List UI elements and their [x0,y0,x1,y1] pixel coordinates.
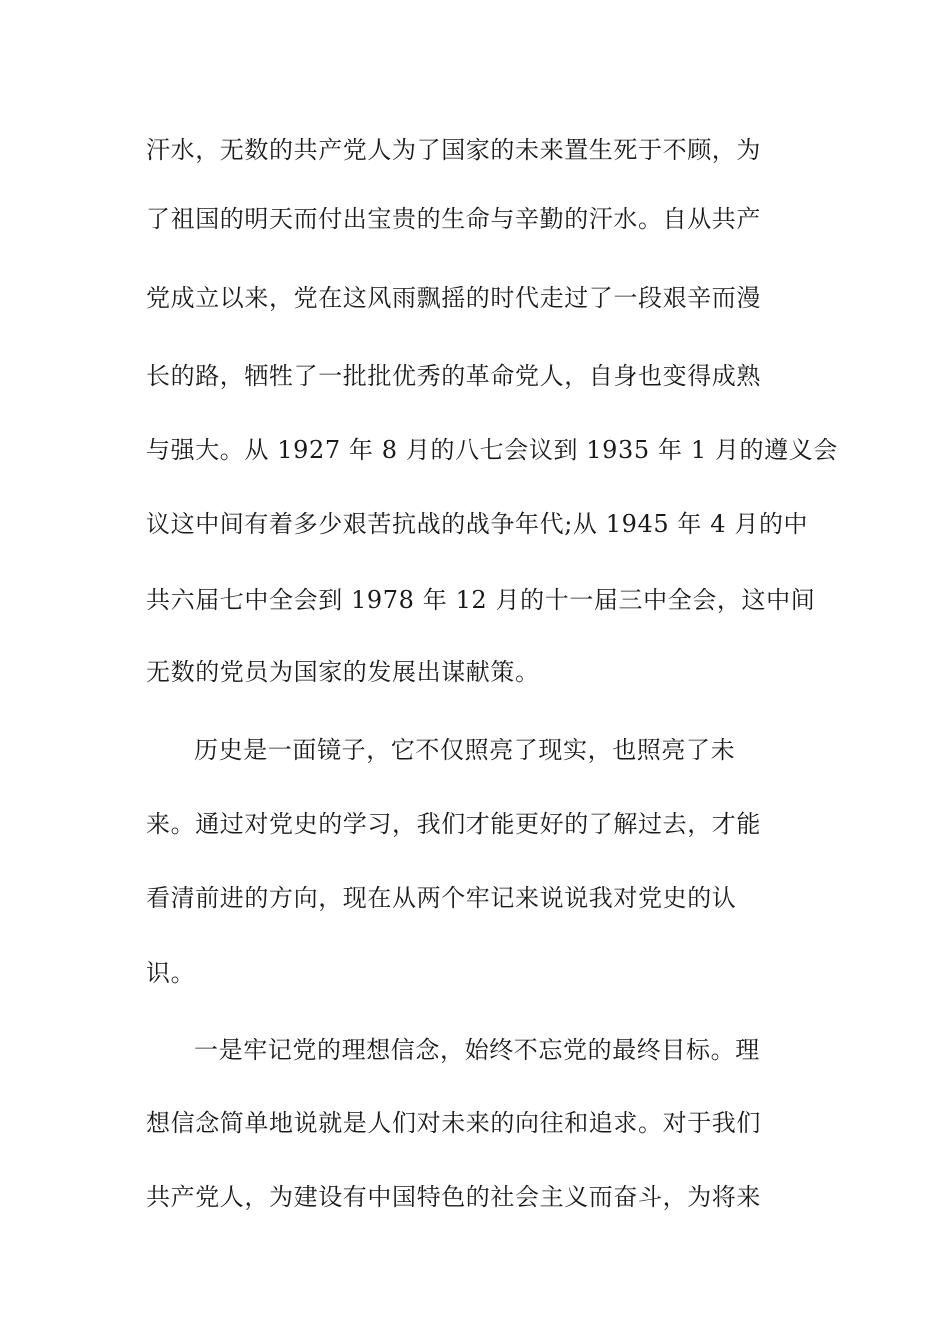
text-line: 无数的党员为国家的发展出谋献策。 [146,658,540,686]
text-line: 长的路，牺牲了一批批优秀的革命党人，自身也变得成熟 [146,362,761,390]
paragraph-first-line: 一是牢记党的理想信念，始终不忘党的最终目标。理 [194,1036,760,1064]
text-line: 共产党人，为建设有中国特色的社会主义而奋斗，为将来 [146,1183,761,1211]
text-line: 来。通过对党史的学习，我们才能更好的了解过去，才能 [146,810,761,838]
text-line: 识。 [146,959,196,987]
paragraph-first-line: 历史是一面镜子，它不仅照亮了现实，也照亮了未 [194,736,736,764]
text-line: 党成立以来，党在这风雨飘摇的时代走过了一段艰辛而漫 [146,284,761,312]
text-line: 汗水，无数的共产党人为了国家的未来置生死于不顾，为 [146,136,761,164]
text-line: 了祖国的明天而付出宝贵的生命与辛勤的汗水。自从共产 [146,205,761,233]
text-line: 议这中间有着多少艰苦抗战的战争年代;从 1945 年 4 月的中 [146,510,809,538]
text-line: 共六届七中全会到 1978 年 12 月的十一届三中全会，这中间 [146,586,816,614]
text-line: 看清前进的方向，现在从两个牢记来说说我对党史的认 [146,884,737,912]
text-line: 与强大。从 1927 年 8 月的八七会议到 1935 年 1 月的遵义会 [146,436,838,464]
text-line: 想信念简单地说就是人们对未来的向往和追求。对于我们 [146,1109,761,1137]
